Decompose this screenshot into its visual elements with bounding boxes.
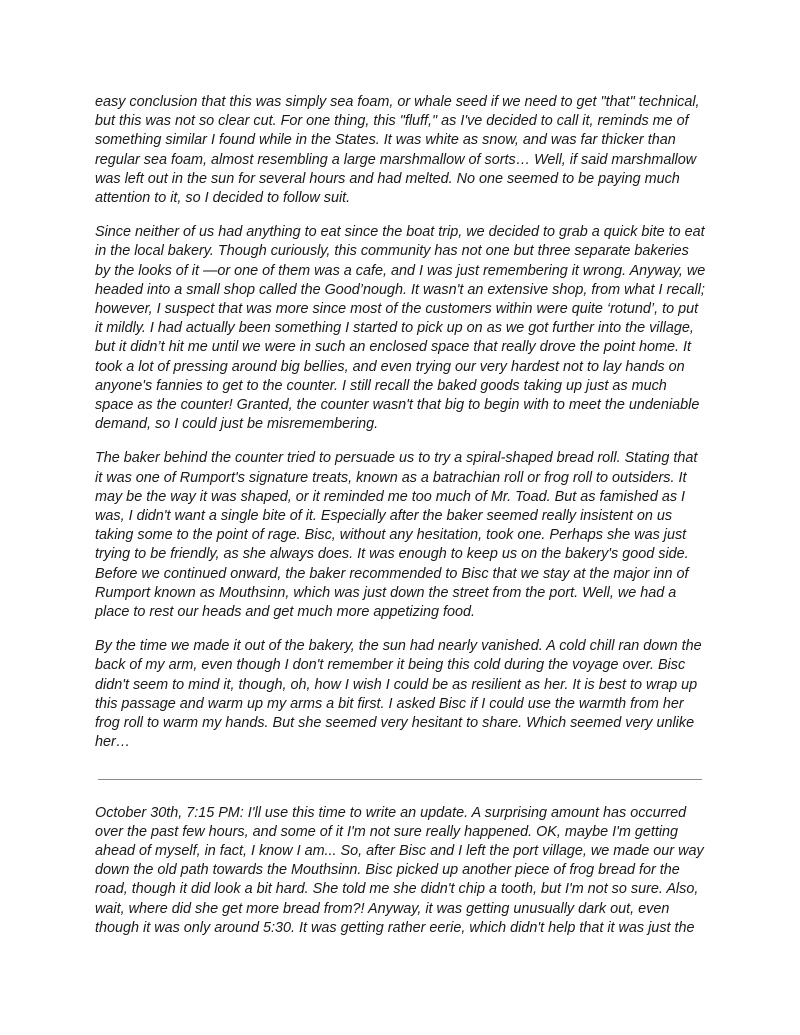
document-body — [95, 93, 707, 953]
journal-entry-october-30: October 30th, 7:15 PM: I'll use this time to write an update. A surprising amount has occurred over the past few hours, and some of it I'm not sure really happened. OK, maybe I'm getting ahead of myself, in fact, I know I am... So, after Bisc and I left the port village, we made our way down the old path towards the Mouthsinn. Bisc picked up another piece of frog bread for the road, though it did look a bit hard. She told me she didn't chip a tooth, but I'm not so sure. Also, wait, where did she get more bread from?! Anyway, it was getting unusually dark out, even though it was only around 5:30. It was getting rather eerie, which didn't help that it was just the — [95, 804, 704, 936]
paragraph-bakery: Since neither of us had anything to eat since the boat trip, we decided to grab a quick bite to eat in the local bakery. Though curiously, this community has not one but three separate bakeries by the looks of it —or one of them was a cafe, and I was just remembering it wrong. Anyway, we headed into a small shop called the Good’nough. It wasn't an extensive shop, from what I recall; however, I suspect that was more since most of the customers within were quite ‘rotund’, to put it mildly. I had actually been something I started to pick up on as we got further into the village, but it didn’t hit me until we were in such an enclosed space that really drove the point home. It took a lot of pressing around big bellies, and even trying our very hardest not to lay hands on anyone's fannies to get to the counter. I still recall the baked goods taking up just as much space as the counter! Granted, the counter wasn't that big to begin with to meet the undeniable demand, so I could just be misremembering. — [95, 224, 706, 433]
paragraph-cold-chill: By the time we made it out of the bakery, the sun had nearly vanished. A cold chill ran down the back of my arm, even though I don't remember it being this cold during the voyage over. Bisc didn't seem to mind it, though, oh, how I wish I could be as resilient as her. It is best to wrap up this passage and warm up my arms a bit first. I asked Bisc if I could use the warmth from her frog roll to warm my hands. But she seemed very hesitant to share. Which seemed very unlike her… — [95, 638, 702, 751]
horizontal-divider — [98, 779, 702, 780]
paragraph-baker: The baker behind the counter tried to persuade us to try a spiral-shaped bread roll. Stating that it was one of Rumport's signature treats, known as a batrachian roll or frog roll to outsiders. It may be the way it was shaped, or it reminded me too much of Mr. Toad. But as famished as I was, I didn't want a single bite of it. Especially after the baker seemed really insistent on us taking some to the point of rage. Bisc, without any hesitation, took one. Perhaps she was just trying to be friendly, as she always does. It was enough to keep us on the bakery's good side. Before we continued onward, the baker recommended to Bisc that we stay at the major inn of Rumport known as Mouthsinn, which was just down the street from the port. Well, we had a place to rest our heads and get much more appetizing food. — [95, 450, 698, 621]
paragraph-sea-foam: easy conclusion that this was simply sea foam, or whale seed if we need to get "that" technical, but this was not so clear cut. For one thing, this "fluff," as I've decided to call it, reminds me of something similar I found while in the States. It was white as snow, and was far thicker than regular sea foam, almost resembling a large marshmallow of sorts… Well, if said marshmallow was left out in the sun for several hours and had melted. No one seemed to be paying much attention to it, so I decided to follow suit. — [95, 94, 700, 207]
